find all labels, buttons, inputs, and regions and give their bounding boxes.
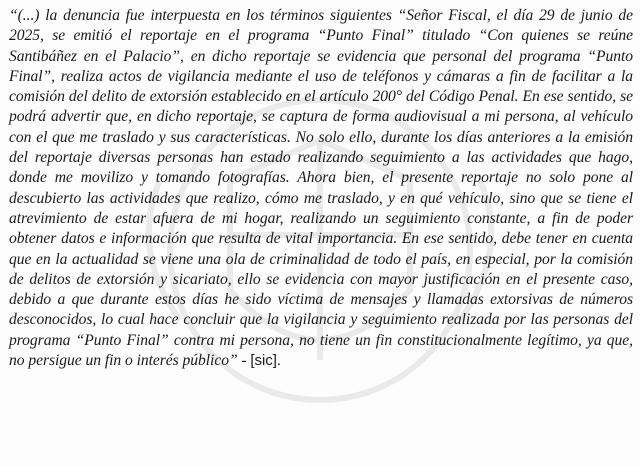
sic-marker: [sic]. [250,352,281,370]
quote-body: “(...) la denuncia fue interpuesta en los términos siguientes “Señor Fiscal, el día 29 de junio de 2025, se emitió el reportaje en el programa “Punto Final” titulado “Con quienes se reúne Santibáñez en el Palacio”, en dicho reportaje se evidencia que personal del programa “Punto Final”, realiza actos de vigilancia mediante el uso de teléfonos y cámaras a fin de facilitar a la comisión del delito de extorsión establecido en el artículo 200° del Código Penal. En ese sentido, se podrá advertir que, en dicho reportaje, se captura de forma audiovisual a mi persona, al vehículo con el que me traslado y sus características. No solo ello, durante los días anteriores a la emisión del reportaje diversas personas han estado realizando seguimiento a las actividades que hago, donde me movilizo y tomando fotografías. Ahora bien, el presente reportaje no solo pone al descubierto las actividades que realizo, cómo me traslado, y en qué vehículo, sino que se tiene el atrevimiento de estar afuera de mi hogar, realizando un seguimiento constante, a fin de poder obtener datos e información que resulta de vital importancia. En ese sentido, debe tener en cuenta que en la actualidad se viene una ola de criminalidad de todo el país, en especial, por la comisión de delitos de extorsión y sicariato, ello se evidencia con mayor justificación en el presente caso, debido a que durante estos días he sido víctima de mensajes y llamadas extorsivas de números desconocidos, lo cual hace concluir que la vigilancia y seguimiento realizada por las personas del programa “Punto Final” contra mi persona, no tiene un fin constitucionalmente legítimo, ya que, no persigue un fin o interés público” - [9,7,633,370]
quoted-complaint-paragraph [9,6,633,371]
